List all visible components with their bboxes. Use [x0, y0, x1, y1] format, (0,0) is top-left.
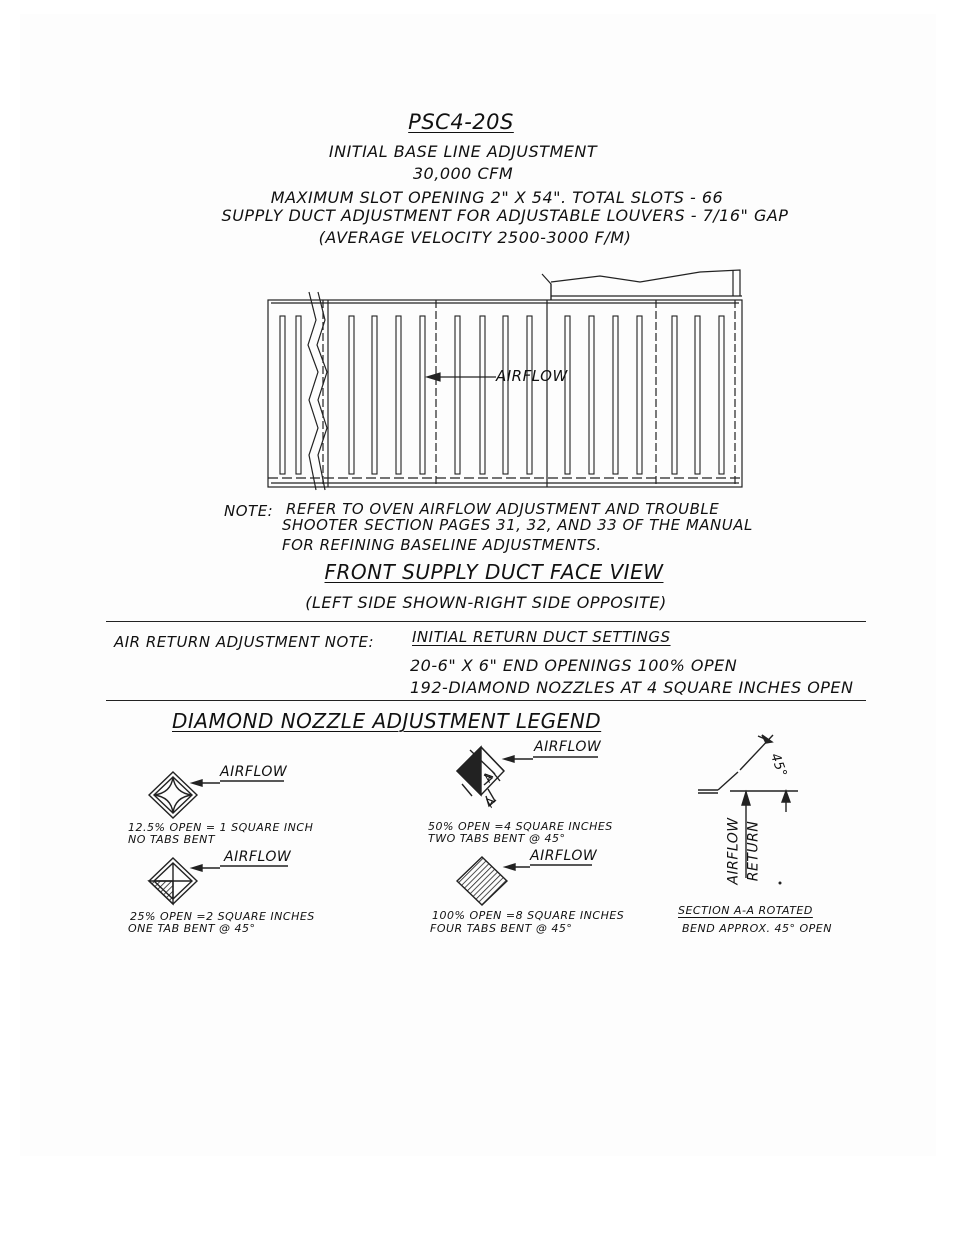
section-angle-label: 45°: [767, 751, 790, 780]
view-subtitle: (LEFT SIDE SHOWN-RIGHT SIDE OPPOSITE): [305, 593, 667, 612]
airflow-label: AIRFLOW: [496, 367, 568, 385]
nozzle-50-percent: [457, 747, 598, 806]
return-duct-heading: INITIAL RETURN DUCT SETTINGS: [412, 628, 671, 646]
legend-title: DIAMOND NOZZLE ADJUSTMENT LEGEND: [172, 709, 602, 733]
note-line-1: REFER TO OVEN AIRFLOW ADJUSTMENT AND TROUBLE: [286, 500, 720, 518]
view-title: FRONT SUPPLY DUCT FACE VIEW: [324, 560, 664, 584]
legend-airflow-2: AIRFLOW: [224, 849, 292, 865]
diamond-nozzles-line: 192-DIAMOND NOZZLES AT 4 SQUARE INCHES OPEN: [410, 678, 854, 697]
air-return-label: AIR RETURN ADJUSTMENT NOTE:: [114, 633, 375, 651]
legend-airflow-3: AIRFLOW: [534, 739, 602, 755]
note-line-3: FOR REFINING BASELINE ADJUSTMENTS.: [282, 536, 602, 554]
legend-airflow-4: AIRFLOW: [530, 848, 598, 864]
nozzle-100-percent: [457, 857, 592, 905]
section-marker-a-2: A: [482, 794, 499, 810]
subtitle: INITIAL BASE LINE ADJUSTMENT: [328, 142, 598, 161]
nozzle-100-caption-1: 100% OPEN =8 SQUARE INCHES: [432, 909, 625, 922]
nozzle-25-caption-1: 25% OPEN =2 SQUARE INCHES: [130, 910, 315, 923]
section-airflow-label: AIRFLOW: [725, 817, 742, 885]
nozzle-25-caption-2: ONE TAB BENT @ 45°: [128, 922, 256, 935]
nozzle-100-caption-2: FOUR TABS BENT @ 45°: [430, 922, 573, 935]
legend-airflow-1: AIRFLOW: [220, 764, 288, 780]
nozzle-50-caption-2: TWO TABS BENT @ 45°: [428, 832, 566, 845]
section-marker-a-1: A: [480, 769, 497, 785]
section-caption: BEND APPROX. 45° OPEN: [682, 922, 832, 935]
nozzle-12-caption-2: NO TABS BENT: [128, 833, 216, 846]
note-line-2: SHOOTER SECTION PAGES 31, 32, AND 33 OF THE MANUAL: [282, 516, 753, 534]
end-openings-line: 20-6" X 6" END OPENINGS 100% OPEN: [410, 656, 738, 675]
section-return-label: RETURN: [745, 820, 762, 882]
nozzle-50-caption-1: 50% OPEN =4 SQUARE INCHES: [428, 820, 613, 833]
section-title: SECTION A-A ROTATED: [678, 904, 813, 917]
louver-gap-line: SUPPLY DUCT ADJUSTMENT FOR ADJUSTABLE LOUVERS - 7/16" GAP: [221, 206, 789, 225]
note-label: NOTE:: [224, 502, 274, 520]
nozzle-12-caption-1: 12.5% OPEN = 1 SQUARE INCH: [128, 821, 314, 834]
slot-opening-line: MAXIMUM SLOT OPENING 2" X 54". TOTAL SLOTS - 66: [270, 188, 724, 207]
model-title: PSC4-20S: [408, 110, 514, 134]
velocity-line: (AVERAGE VELOCITY 2500-3000 F/M): [318, 228, 632, 247]
cfm-value: 30,000 CFM: [412, 164, 514, 183]
